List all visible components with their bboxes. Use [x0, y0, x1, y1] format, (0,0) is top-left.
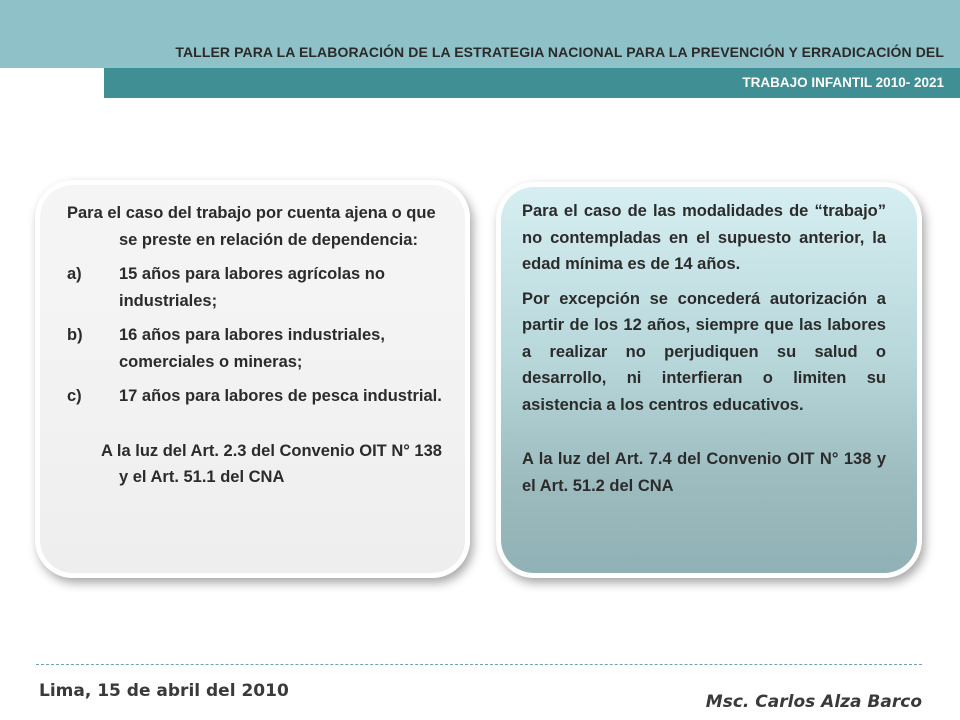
header-band-gap	[0, 68, 104, 98]
list-item-text: 15 años para labores agrícolas no industriales;	[119, 265, 385, 310]
header-title-line1: TALLER PARA LA ELABORACIÓN DE LA ESTRATEGIA NACIONAL PARA LA PREVENCIÓN Y ERRADICACIÓN DEL	[175, 44, 944, 60]
right-card-legal-reference: A la luz del Art. 7.4 del Convenio OIT N° 138 y el Art. 51.2 del CNA	[522, 450, 886, 495]
footer-divider	[36, 664, 922, 665]
list-item-marker: a)	[67, 265, 82, 283]
right-card-paragraph-2: Por excepción se concederá autorización a partir de los 12 años, siempre que las labores a realizar no perjudiquen su salud o desarrollo, ni interfieran o limiten su asistencia a los centros educativos.	[522, 289, 886, 414]
list-item-marker: b)	[67, 326, 83, 344]
list-item	[67, 261, 446, 314]
left-card-legal-reference: A la luz del Art. 2.3 del Convenio OIT N° 138 y el Art. 51.1 del CNA	[101, 441, 442, 486]
right-card-paragraph-1: Para el caso de las modalidades de “trabajo” no contempladas en el supuesto anterior, la edad mínima es de 14 años.	[522, 202, 886, 273]
right-card	[496, 182, 922, 578]
header-title-line2: TRABAJO INFANTIL 2010- 2021	[742, 75, 944, 90]
left-card-intro: Para el caso del trabajo por cuenta ajena o que se preste en relación de dependencia:	[67, 204, 436, 249]
list-item	[67, 383, 446, 410]
left-card	[35, 180, 470, 578]
list-item	[67, 322, 446, 375]
footer-author: Msc. Carlos Alza Barco	[705, 692, 922, 712]
list-item-text: 16 años para labores industriales, comerciales o mineras;	[119, 326, 385, 371]
list-item-marker: c)	[67, 387, 82, 405]
footer-date: Lima, 15 de abril del 2010	[39, 681, 289, 701]
list-item-text: 17 años para labores de pesca industrial.	[119, 387, 442, 405]
